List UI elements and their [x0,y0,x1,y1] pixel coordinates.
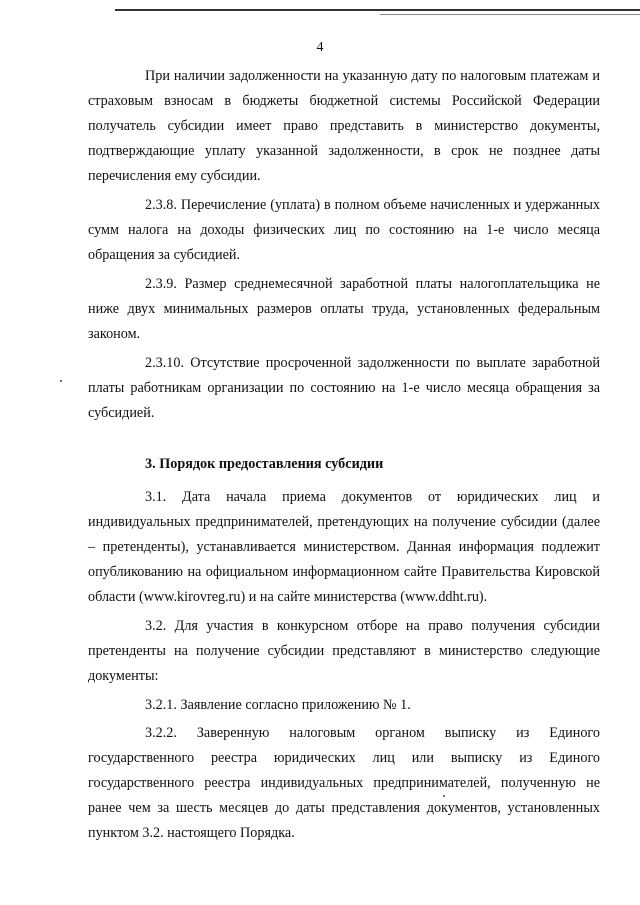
top-border-line [115,9,640,11]
scan-speck [443,795,445,797]
paragraph-2-3-8: 2.3.8. Перечисление (уплата) в полном объеме начисленных и удержанных сумм налога на доходы физических лиц по состоянию на 1-е число месяца обращения за субсидией. [88,197,600,263]
paragraph-3-1: 3.1. Дата начала приема документов от юридических лиц и индивидуальных предпринимателей, претендующих на получение субсидии (далее – претенденты), устанавливается министерством. Данная информация подлежит опубликованию на официальном информационном сайте Правительства Кировской области (www.kirovreg.ru) и на сайте министерства (www.ddht.ru). [88,489,600,605]
document-body [88,64,600,850]
paragraph-2-3-9: 2.3.9. Размер среднемесячной заработной платы налогоплательщика не ниже двух минимальных размеров оплаты труда, установленных федеральным законом. [88,276,600,342]
top-border-line-secondary [380,14,640,15]
page-number: 4 [316,40,324,55]
scan-speck [60,380,62,382]
paragraph-debt-payment: При наличии задолженности на указанную дату по налоговым платежам и страховым взносам в бюджеты бюджетной системы Российской Федерации получатель субсидии имеет право представить в министерство документы, подтверждающие уплату указанной задолженности, в срок не позднее даты перечисления ему субсидии. [88,68,600,184]
paragraph-2-3-10: 2.3.10. Отсутствие просроченной задолженности по выплате заработной платы работникам организации по состоянию на 1-е число месяца обращения за субсидией. [88,355,600,421]
paragraph-3-2-2: 3.2.2. Заверенную налоговым органом выписку из Единого государственного реестра юридических лиц или выписку из Единого государственного реестра индивидуальных предпринимателей, полученную не ранее чем за шесть месяцев до даты представления документов, установленных пунктом 3.2. настоящего Порядка. [88,725,600,841]
paragraph-3-2: 3.2. Для участия в конкурсном отборе на право получения субсидии претенденты на получение субсидии представляют в министерство следующие документы: [88,618,600,684]
paragraph-3-2-1: 3.2.1. Заявление согласно приложению № 1. [145,697,411,713]
section-heading: 3. Порядок предоставления субсидии [145,456,384,472]
